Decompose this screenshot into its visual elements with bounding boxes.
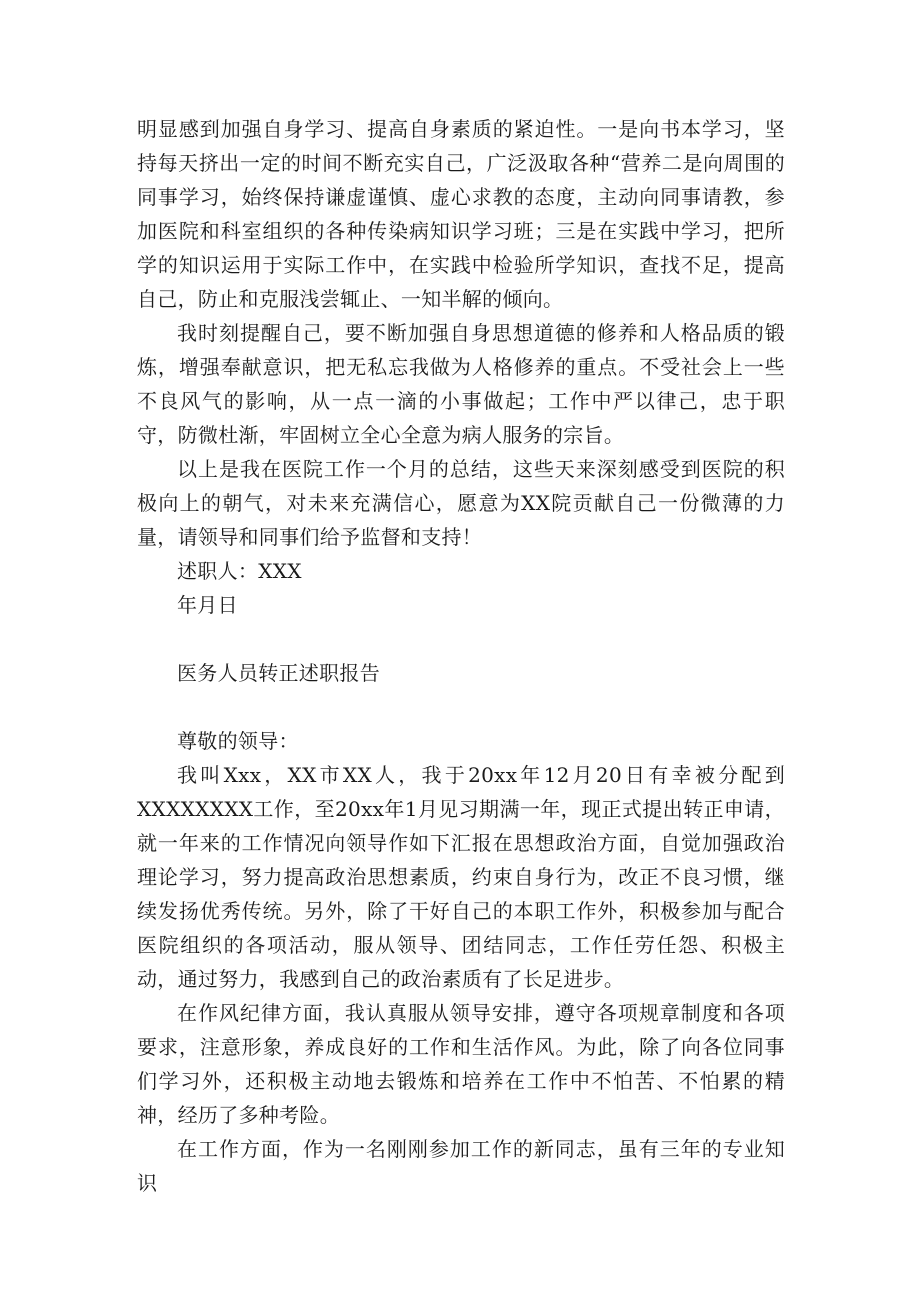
- paragraph-self-study: 明显感到加强自身学习、提高自身素质的紧迫性。一是向书本学习，坚持每天挤出一定的时间不断充实自己，广泛汲取各种“营养二是向周围的同事学习，始终保持谦虚谨慎、虚心求教的态度，主动向同事请教，参加医院和科室组织的各种传染病知识学习班；三是在实践中学习，把所学的知识运用于实际工作中，在实践中检验所学知识，查找不足，提高自己，防止和克服浅尝辄止、一知半解的倾向。: [137, 117, 785, 311]
- paragraph-work-discipline: 在作风纪律方面，我认真服从领导安排，遵守各项规章制度和各项要求，注意形象，养成良好的工作和生活作风。为此，除了向各位同事们学习外，还积极主动地去锻炼和培养在工作中不怕苦、不怕累的精神，经历了多种考险。: [137, 1001, 785, 1127]
- date-line: 年月日: [177, 593, 238, 617]
- paragraph-moral-cultivation: 我时刻提醒自己，要不断加强自身思想道德的修养和人格品质的锻炼，增强奉献意识，把无私忘我做为人格修养的重点。不受社会上一些不良风气的影响，从一点一滴的小事做起；工作中严以律己，忠于职守，防微杜渐，牢固树立全心全意为病人服务的宗旨。: [137, 321, 785, 447]
- paragraph-introduction: 我叫Xxx，XX市XX人，我于20xx年12月20日有幸被分配到XXXXXXXX工作，至20xx年1月见习期满一年，现正式提出转正申请，就一年来的工作情况向领导作如下汇报在思想政治方面，自觉加强政治理论学习，努力提高政治思想素质，约束自身行为，改正不良习惯，继续发扬优秀传统。另外，除了干好自己的本职工作外，积极参加与配合医院组织的各项活动，服从领导、团结同志，工作任劳任怨、积极主动，通过努力，我感到自己的政治素质有了长足进步。: [137, 763, 785, 991]
- paragraph-work-performance: 在工作方面，作为一名刚刚参加工作的新同志，虽有三年的专业知识: [137, 1137, 785, 1195]
- salutation: 尊敬的领导：: [177, 729, 299, 753]
- report-title: 医务人员转正述职报告: [177, 661, 380, 685]
- document-body: [137, 112, 785, 1200]
- paragraph-summary: 以上是我在医院工作一个月的总结，这些天来深刻感受到医院的积极向上的朝气，对未来充满信心，愿意为XX院贡献自己一份微薄的力量，请领导和同事们给予监督和支持！: [137, 457, 785, 549]
- signature-line: 述职人：XXX: [177, 559, 302, 583]
